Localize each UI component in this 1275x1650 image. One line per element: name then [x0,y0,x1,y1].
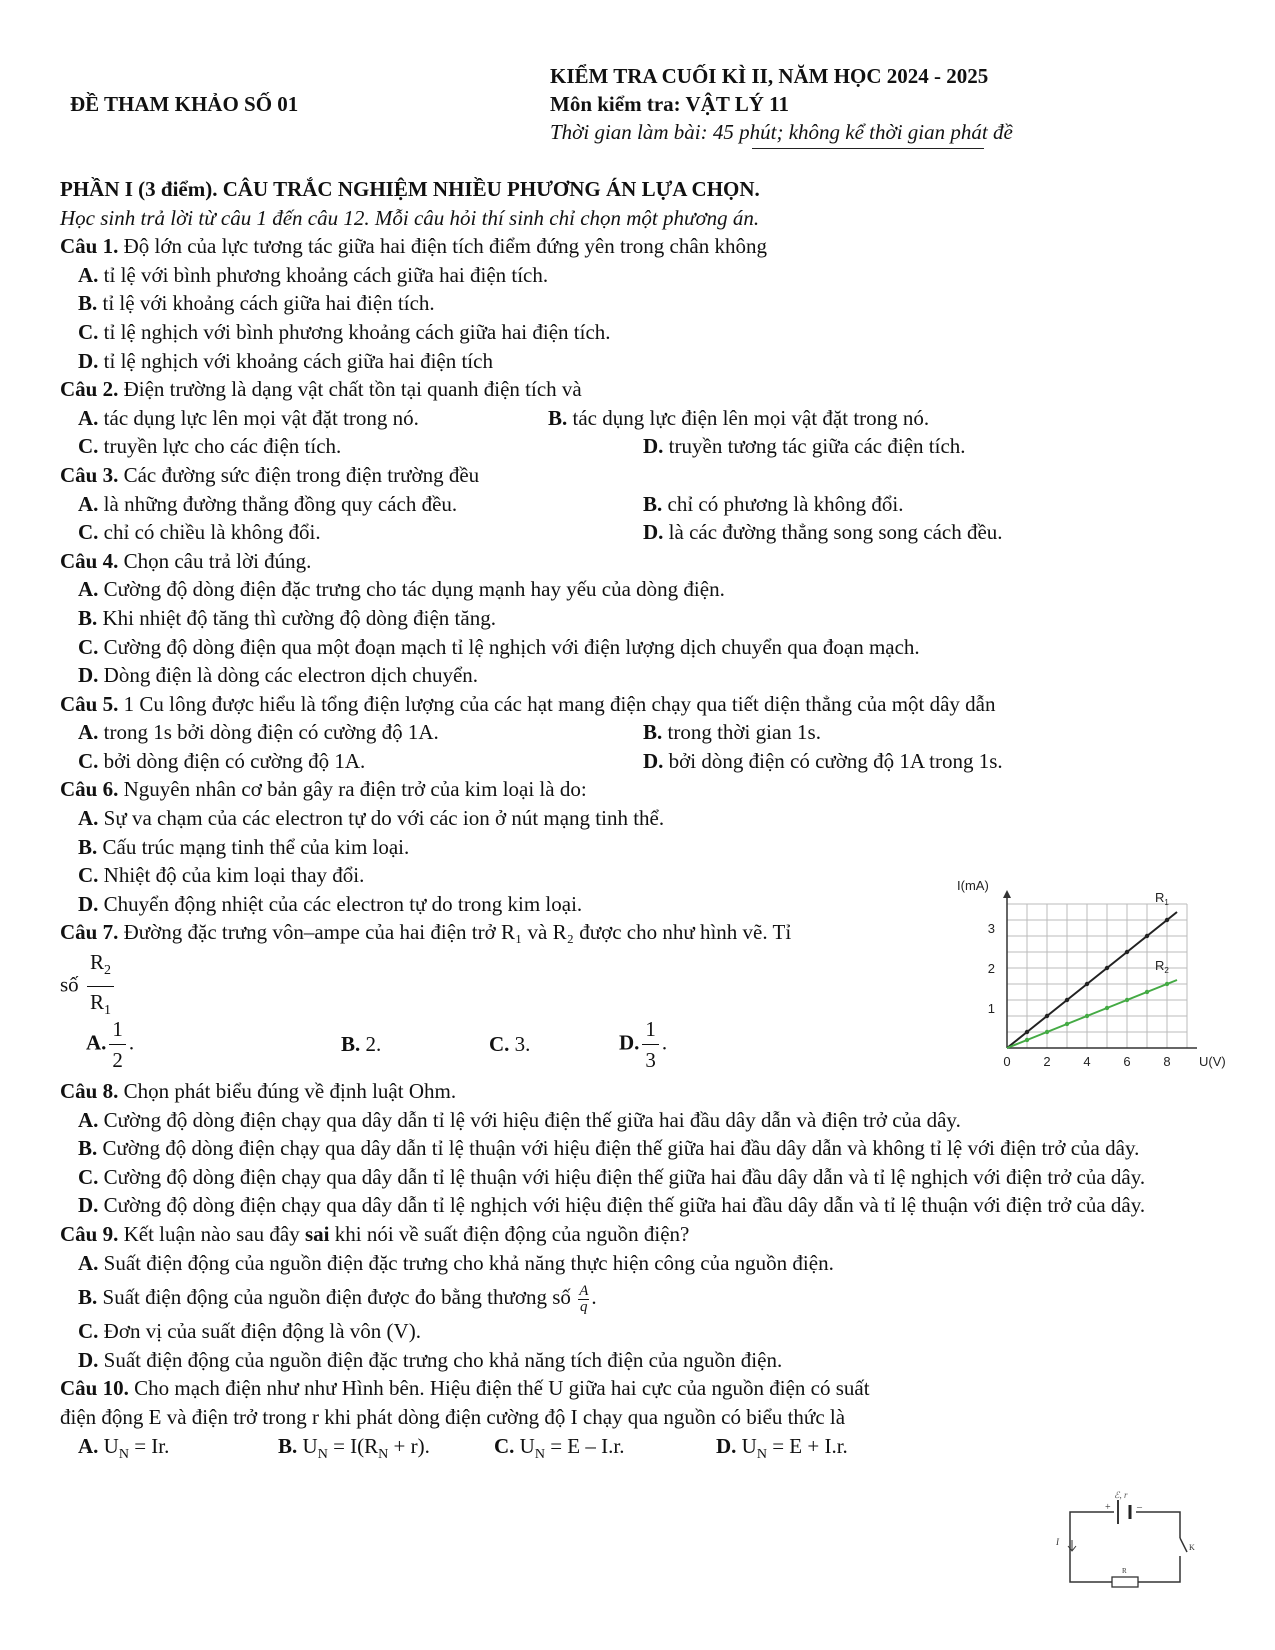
option-text: Cường độ dòng điện chạy qua dây dẫn tỉ lệ nghịch với hiệu điện thế giữa hai đầu dây dẫn và tỉ lệ thuận với điện trở của dây. [103,1193,1146,1218]
option-text: tỉ lệ với khoảng cách giữa hai điện tích. [102,291,435,316]
option-text: = E + I.r. [766,1433,848,1458]
option-b [643,718,821,747]
option-a [60,1106,1220,1135]
subscript: N [534,1446,545,1462]
resistor-label: R [1122,1567,1127,1575]
option-label: A. [78,720,99,745]
option-text: Cường độ dòng điện đặc trưng cho tác dụng mạnh hay yếu của dòng điện. [103,577,725,602]
options-row [60,1432,1220,1470]
option-label: D. [78,891,99,916]
fraction-numerator: A [579,1282,589,1299]
option-d [60,1346,1220,1375]
option-text: = E – I.r. [544,1433,625,1458]
option-a [60,575,1220,604]
x-tick-label: 8 [1163,1054,1171,1069]
question-text: Chọn câu trả lời đúng. [118,548,312,573]
fraction-text: R [89,950,104,975]
data-point-r2 [1085,1014,1089,1018]
option-label: A. [78,405,99,430]
option-text: Cường độ dòng điện chạy qua dây dẫn tỉ lệ với hiệu điện thế giữa hai đầu dây dẫn và điện trở của dây. [103,1107,961,1132]
option-b [643,490,903,519]
options-row [60,518,1220,547]
fraction-denominator: 2 [112,1047,123,1072]
option-text: = I(R [327,1433,379,1458]
option-text: tỉ lệ nghịch với khoảng cách giữa hai điện tích [103,348,493,373]
question-label: Câu 2. [60,377,119,402]
option-text: tác dụng lực lên mọi vật đặt trong nó. [103,405,419,430]
data-point-r2 [1145,990,1149,994]
option-d [643,432,966,461]
exam-subject: Môn kiểm tra: VẬT LÝ 11 [550,92,789,116]
data-point-r1 [1045,1014,1049,1018]
options-row [60,432,1220,461]
option-label: B. [548,405,568,430]
question-text: Độ lớn của lực tương tác giữa hai điện tích điểm đứng yên trong chân không [118,234,767,259]
option-label: D. [78,1193,99,1218]
option-label: D. [78,663,99,688]
y-axis-label: I(mA) [957,878,989,893]
y-tick-label: 2 [987,961,995,976]
option-text: U [519,1433,535,1458]
question-label: Câu 9. [60,1222,119,1246]
x-axis-label: U(V) [1199,1054,1226,1069]
data-point-r2 [1025,1038,1029,1042]
option-label: D. [78,1347,99,1372]
x-tick-label: 6 [1123,1054,1131,1069]
option-label: B. [278,1433,298,1458]
option-fraction [642,1014,659,1075]
option-a [60,261,1220,290]
question-text: Chọn phát biểu đúng về định luật Ohm. [118,1079,457,1104]
option-a [60,804,1220,833]
section-instruction: Học sinh trả lời từ câu 1 đến câu 12. Mỗi câu hỏi thí sinh chỉ chọn một phương án. [60,205,760,230]
fraction-numerator [87,947,114,987]
fraction-denominator: q [580,1298,588,1315]
option-label: B. [643,720,663,745]
option-c [60,1317,1220,1346]
option-b [341,1030,489,1059]
option-d [643,518,1003,547]
data-point-r2 [1045,1030,1049,1034]
option-text: = Ir. [128,1433,170,1458]
option-label: C. [78,1164,99,1189]
option-label: C. [78,319,99,344]
option-label: B. [78,605,98,630]
current-label: I [1056,1537,1059,1547]
option-text: Cường độ dòng điện qua một đoạn mạch tỉ lệ nghịch với điện lượng dịch chuyển qua đoạn mạch. [103,634,920,659]
option-label: A. [78,1250,99,1275]
option-c [60,633,1220,662]
options-row [60,718,1220,747]
option-label: B. [643,491,663,516]
y-tick-label: 1 [987,1001,995,1016]
option-text: Suất điện động của nguồn điện đặc trưng cho khả năng thực hiện công của nguồn điện. [103,1250,834,1275]
option-fraction [109,1014,126,1075]
question-4 [60,547,1220,576]
iv-characteristic-chart [955,878,1226,1090]
data-point-r1 [1085,982,1089,986]
question-2 [60,375,1220,404]
x-tick-label: 0 [1003,1054,1011,1069]
option-label: D. [643,748,664,773]
question-label: Câu 8. [60,1079,119,1104]
option-text: bởi dòng điện có cường độ 1A. [103,748,366,773]
option-d [716,1432,848,1470]
option-text: trong thời gian 1s. [667,720,821,745]
option-label: C. [494,1433,515,1458]
option-c [60,1163,1220,1192]
question-10 [60,1374,1220,1403]
option-text: tỉ lệ nghịch với bình phương khoảng cách giữa hai điện tích. [103,319,611,344]
option-text: Đơn vị của suất điện động là vôn (V). [103,1319,421,1344]
option-a [78,404,548,433]
option-text: 3. [514,1031,531,1056]
option-b [60,833,1220,862]
option-text: tỉ lệ với bình phương khoảng cách giữa hai điện tích. [103,262,549,287]
option-d [643,747,1003,776]
series-line-r2 [1007,980,1177,1048]
option-label: A. [78,1107,99,1132]
option-text: chỉ có phương là không đổi. [667,491,904,516]
option-label: B. [78,291,98,316]
data-point-r1 [1125,950,1129,954]
question-5 [60,690,1220,719]
exam-body [60,175,1220,1469]
question-text: khi nói về suất điện động của nguồn điện? [329,1222,690,1246]
question-10-cont: điện động E và điện trở trong r khi phát dòng điện cường độ I chạy qua nguồn có biểu thức là [60,1404,846,1429]
option-c [78,432,643,461]
series-label-r2: $R_2$ [1155,958,1169,975]
data-point-r1 [1065,998,1069,1002]
option-label: C. [78,434,99,459]
option-label: D. [619,1029,640,1054]
option-b [278,1432,494,1470]
question-label: Câu 7. [60,920,119,945]
option-text: Chuyển động nhiệt của các electron tự do trong kim loại. [103,891,583,916]
option-label: A. [78,577,99,602]
data-point-r1 [1165,918,1169,922]
option-label: A. [78,491,99,516]
fraction-text: R [89,990,104,1015]
option-text: U [103,1433,119,1458]
option-label: D. [643,520,664,545]
option-label: A. [78,262,99,287]
question-text: Các đường sức điện trong điện trường đều [118,462,480,487]
option-label: D. [78,348,99,373]
option-b [60,289,1220,318]
circuit-diagram [1050,1490,1200,1595]
option-text: Cường độ dòng điện chạy qua dây dẫn tỉ lệ thuận với hiệu điện thế giữa hai đầu dây dẫn và tỉ lệ nghịch với điện trở của dây. [103,1164,1146,1189]
y-axis-arrow-icon [1003,890,1011,898]
exam-header [550,62,1013,146]
header-underline [752,148,984,149]
option-label: B. [78,1285,98,1310]
option-label: A. [78,1433,99,1458]
option-text: Nhiệt độ của kim loại thay đổi. [103,863,365,888]
subscript: N [378,1446,389,1462]
reference-exam-title: ĐỀ THAM KHẢO SỐ 01 [70,92,299,116]
options-row [60,490,1220,519]
option-label: C. [78,863,99,888]
option-label: C. [78,1319,99,1344]
exam-title: KIỂM TRA CUỐI KÌ II, NĂM HỌC 2024 - 2025 [550,64,989,88]
option-d [60,661,1220,690]
option-text: trong 1s bởi dòng điện có cường độ 1A. [103,720,439,745]
question-text: Cho mạch điện như như Hình bên. Hiệu điện thế U giữa hai cực của nguồn điện có suất [128,1376,870,1401]
question-text: Đường đặc trưng vôn–ampe của hai điện trở R₁ và R₂ được cho như hình vẽ. Tỉ [118,920,792,945]
option-c [489,1030,619,1059]
option-b [548,404,929,433]
question-label: Câu 6. [60,777,119,802]
exam-time: Thời gian làm bài: 45 phút; không kể thời gian phát đề [550,120,1013,144]
option-a [78,718,643,747]
option-text: bởi dòng điện có cường độ 1A trong 1s. [668,748,1003,773]
option-text: truyền tương tác giữa các điện tích. [668,434,966,459]
current-arrow-icon [1068,1540,1076,1551]
option-text: 2. [365,1031,382,1056]
question-label: Câu 10. [60,1376,129,1401]
section-title: PHẦN I (3 điểm). CÂU TRẮC NGHIỆM NHIỀU PHƯƠNG ÁN LỰA CHỌN. [60,177,760,201]
subscript: 2 [103,963,111,979]
option-label: C. [78,520,99,545]
data-point-r2 [1165,982,1169,986]
option-a [78,490,643,519]
question-6 [60,775,1220,804]
option-d [60,1191,1220,1220]
x-tick-label: 2 [1043,1054,1051,1069]
question-label: Câu 3. [60,462,119,487]
option-text: là những đường thẳng đồng quy cách đều. [103,491,458,516]
question-9 [60,1220,1220,1249]
option-b [60,604,1220,633]
option-text: Cấu trúc mạng tinh thể của kim loại. [102,834,410,859]
series-line-r1 [1007,912,1177,1048]
data-point-r1 [1105,966,1109,970]
resistor-icon [1112,1577,1138,1587]
option-label: C. [78,634,99,659]
source-label: ℰ, r [1114,1490,1128,1500]
fraction-numerator: 1 [109,1014,126,1045]
switch-gap [1176,1538,1185,1556]
subscript: N [317,1446,328,1462]
y-tick-label: 3 [987,921,995,936]
option-text: tác dụng lực điện lên mọi vật đặt trong nó. [572,405,930,430]
option-a [78,1432,278,1470]
option-d [60,347,1220,376]
option-c [60,318,1220,347]
option-a: A. $\frac{1}{2}$ . [86,1014,341,1075]
question-label: Câu 1. [60,234,119,259]
option-text: chỉ có chiều là không đổi. [103,520,321,545]
option-label: A. [86,1029,107,1054]
option-c [494,1432,716,1470]
data-point-r1 [1025,1030,1029,1034]
data-point-r2 [1105,1006,1109,1010]
question-text: Kết luận nào sau đây [118,1222,305,1246]
option-text: Suất điện động của nguồn điện được đo bằng thương số [102,1285,571,1310]
option-label: B. [78,834,98,859]
option-text: Suất điện động của nguồn điện đặc trưng cho khả năng tích điện của nguồn điện. [103,1347,783,1372]
options-row [60,747,1220,776]
data-point-r2 [1125,998,1129,1002]
subscript: N [756,1446,767,1462]
option-text: U [302,1433,318,1458]
option-text: Sự va chạm của các electron tự do với các ion ở nút mạng tinh thể. [103,806,665,831]
question-3 [60,461,1220,490]
option-b: B. Suất điện động của nguồn điện được đo bằng thương số $\frac{A}{q}$. [78,1282,597,1315]
option-c [78,518,643,547]
option-text: + r). [388,1433,430,1458]
option-d: D. $\frac{1}{3}$ . [619,1014,667,1075]
minus-sign: – [1137,1502,1142,1513]
question-text: 1 Cu lông được hiểu là tổng điện lượng của các hạt mang điện chạy qua tiết diện thẳng của một dây dẫn [118,691,996,716]
option-text: truyền lực cho các điện tích. [103,434,342,459]
fraction-denominator: 3 [645,1047,656,1072]
option-label: B. [341,1031,361,1056]
data-point-r1 [1145,934,1149,938]
fraction-numerator: 1 [642,1014,659,1045]
option-text: Dòng điện là dòng các electron dịch chuyển. [103,663,479,688]
option-text: U [741,1433,757,1458]
option-b [60,1134,1220,1163]
series-label-r1: $R_1$ [1155,890,1169,907]
question-1 [60,232,1220,261]
question-label: Câu 5. [60,691,119,716]
subscript: 1 [103,1003,111,1019]
question-text: Điện trường là dạng vật chất tồn tại quanh điện tích và [118,377,582,402]
option-a [60,1249,1220,1278]
question-text: Nguyên nhân cơ bản gây ra điện trở của kim loại là do: [118,777,587,802]
option-label: B. [78,1136,98,1161]
subscript: N [118,1446,129,1462]
switch-label: K [1189,1543,1195,1552]
option-label: C. [489,1031,510,1056]
question-text: số [60,972,79,997]
option-label: A. [78,806,99,831]
question-emphasis: sai [304,1222,330,1246]
option-text: là các đường thẳng song song cách đều. [668,520,1003,545]
option-fraction [578,1284,589,1315]
options-row [60,404,1220,433]
option-c [60,861,1220,890]
data-point-r2 [1065,1022,1069,1026]
option-label: D. [716,1433,737,1458]
option-text: Cường độ dòng điện chạy qua dây dẫn tỉ lệ thuận với hiệu điện thế giữa hai đầu dây dẫn và không tỉ lệ với điện trở của dây. [102,1136,1140,1161]
question-label: Câu 4. [60,548,119,573]
option-label: C. [78,748,99,773]
option-label: D. [643,434,664,459]
option-text: Khi nhiệt độ tăng thì cường độ dòng điện tăng. [102,605,496,630]
x-tick-label: 4 [1083,1054,1091,1069]
plus-sign: + [1105,1502,1111,1513]
option-c [78,747,643,776]
